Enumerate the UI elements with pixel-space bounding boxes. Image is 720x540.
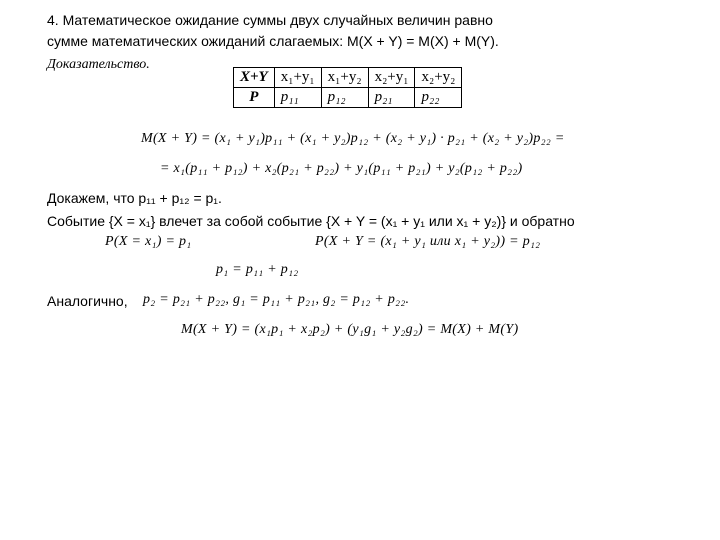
table-cell: p₂₁ (368, 88, 415, 108)
table-row-values (234, 68, 462, 88)
table-cell: p₁₂ (321, 88, 368, 108)
table-cell: x₂+y₁ (368, 68, 415, 88)
probability-right: P(X + Y = (x₁ + y₁ или x₁ + y₂)) = p₁₂ (315, 234, 541, 249)
probability-left: P(X = x₁) = p₁ (105, 234, 192, 249)
table-cell: P (234, 88, 275, 108)
table-cell: p₁₁ (274, 88, 321, 108)
expectation-formula-line-2: = x₁(p₁₁ + p₁₂) + x₂(p₂₁ + p₂₂) + y₁(p₁₁ + p₂₁) + y₂(p₁₂ + p₂₂) (160, 161, 523, 176)
proof-label: Доказательство. (47, 57, 150, 72)
prove-statement: Докажем, что p₁₁ + p₁₂ = p₁. (47, 190, 222, 206)
table-cell: x₁+y₁ (274, 68, 321, 88)
distribution-table (233, 67, 462, 108)
table-row-probabilities (234, 88, 462, 108)
final-expectation-formula: M(X + Y) = (x₁p₁ + x₂p₂) + (y₁g₁ + y₂g₂) = M(X) + M(Y) (181, 322, 519, 337)
theorem-line-2: сумме математических ожиданий слагаемых: M(X + Y) = M(X) + M(Y). (47, 33, 499, 49)
table-cell: x₁+y₂ (321, 68, 368, 88)
table-cell: X+Y (234, 68, 275, 88)
table-cell: p₂₂ (415, 88, 462, 108)
p1-sum-formula: p₁ = p₁₁ + p₁₂ (216, 262, 299, 277)
event-statement: Событие {X = x₁} влечет за собой событие {X + Y = (x₁ + y₁ или x₁ + y₂)} и обратно (47, 213, 575, 229)
similarly-label: Аналогично, (47, 293, 128, 309)
table-cell: x₂+y₂ (415, 68, 462, 88)
theorem-line-1: 4. Математическое ожидание суммы двух случайных величин равно (47, 12, 493, 28)
expectation-formula-line-1: M(X + Y) = (x₁ + y₁)p₁₁ + (x₁ + y₂)p₁₂ + (x₂ + y₁) · p₂₁ + (x₂ + y₂)p₂₂ = (141, 131, 565, 146)
similarly-formula: p₂ = p₂₁ + p₂₂, g₁ = p₁₁ + p₂₁, g₂ = p₁₂ + p₂₂. (143, 292, 410, 307)
